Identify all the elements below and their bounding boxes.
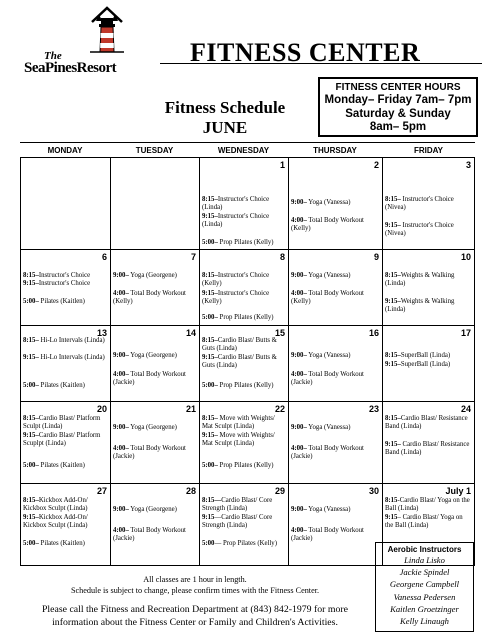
class-entry <box>385 497 472 513</box>
day-cell <box>110 326 199 401</box>
class-desc: Prop Pilates (Kelly) <box>217 314 274 321</box>
class-time: 8:15– <box>23 337 39 344</box>
day-cell <box>288 326 382 401</box>
class-entry <box>385 352 472 360</box>
class-entry <box>202 290 286 306</box>
day-cell <box>20 326 110 401</box>
class-time: 8:15– <box>385 272 401 279</box>
day-cell <box>288 250 382 325</box>
class-time: 8:15– <box>202 272 218 279</box>
day-cell <box>288 402 382 483</box>
day-number: 23 <box>368 404 379 414</box>
class-entry <box>202 337 286 353</box>
class-time: 9:15 <box>385 514 398 521</box>
class-entry <box>202 213 286 229</box>
title-rule <box>160 63 482 64</box>
class-time: 9:15– <box>385 298 401 305</box>
day-cell <box>199 326 288 401</box>
class-time: 9:00– <box>113 424 129 431</box>
class-time: 9:00– <box>291 272 307 279</box>
class-desc: Kickbox Add-On/ Kickbox Sculpt (Linda) <box>23 497 88 513</box>
class-time: 5:00– <box>23 462 39 469</box>
class-entry <box>113 290 197 306</box>
class-desc: Weights & Walking (Linda) <box>385 298 455 314</box>
day-number: 8 <box>279 252 285 262</box>
class-time: 5:00– <box>23 382 39 389</box>
class-entry <box>23 497 108 513</box>
class-entry <box>113 424 197 432</box>
day-cell <box>382 250 475 325</box>
contact-info: Please call the Fitness and Recreation Department at (843) 842-1979 for more information about the Fitness Center or Family and Children's Activities. <box>41 604 349 628</box>
class-entry <box>113 506 197 514</box>
class-entry <box>23 415 108 431</box>
weekday-header: FRIDAY <box>413 146 444 155</box>
weekday-header-row <box>20 142 475 158</box>
instructor-name: Vanessa Pedersen <box>393 591 456 602</box>
day-cell <box>20 250 110 325</box>
class-time: 9:15– <box>23 354 39 361</box>
class-time: 9:15– <box>385 441 401 448</box>
class-time: 8:15– <box>202 337 218 344</box>
class-time: 8:15– <box>23 272 39 279</box>
class-time: 9:00– <box>291 506 307 513</box>
class-time: 8:15– <box>23 415 39 422</box>
day-number: 15 <box>274 328 285 338</box>
class-time: 4:00– <box>291 371 307 378</box>
class-time: 9:15– <box>385 222 401 229</box>
class-time: 5:00– <box>202 239 218 246</box>
class-desc: Pilates (Kaitlen) <box>38 462 85 469</box>
schedule-month: JUNE <box>202 118 248 137</box>
day-number: 7 <box>190 252 196 262</box>
day-number: 17 <box>460 328 471 338</box>
class-entry <box>202 314 286 322</box>
day-number: 14 <box>185 328 196 338</box>
class-entry <box>202 272 286 288</box>
day-cell <box>110 158 199 249</box>
class-entry <box>23 462 108 470</box>
class-entry <box>202 462 286 470</box>
class-desc: Yoga (Georgene) <box>128 272 177 279</box>
aerobic-instructors-box <box>375 542 474 632</box>
class-desc: Total Body Workout (Kelly) <box>291 290 364 306</box>
day-cell <box>288 158 382 249</box>
class-entry <box>385 361 472 369</box>
class-entry <box>23 432 108 448</box>
class-desc: Weights & Walking (Linda) <box>385 272 455 288</box>
class-entry <box>23 540 108 548</box>
class-time: 9:15– <box>385 361 401 368</box>
class-entry <box>291 290 380 306</box>
class-entry <box>291 371 380 387</box>
class-entry <box>113 445 197 461</box>
class-desc: — Prop Pilates (Kelly) <box>214 540 277 547</box>
class-time: 9:00– <box>113 352 129 359</box>
weekday-header: MONDAY <box>47 146 83 155</box>
class-entry <box>113 527 197 543</box>
day-number: 20 <box>96 404 107 414</box>
class-time: 4:00– <box>291 527 307 534</box>
class-time: 8:15— <box>202 497 222 504</box>
schedule-notes <box>20 574 370 596</box>
class-desc: Prop Pilates (Kelly) <box>217 462 274 469</box>
day-number: 29 <box>274 486 285 496</box>
class-desc: Hi-Lo Intervals (Linda) <box>38 354 105 361</box>
class-time: 9:15 <box>202 514 215 521</box>
class-desc: Cardio Blast/ Resistance Band (Linda) <box>385 415 468 431</box>
class-desc: Yoga (Georgene) <box>128 352 177 359</box>
class-desc: Prop Pilates (Kelly) <box>217 382 274 389</box>
class-desc: Total Body Workout (Jackie) <box>291 445 364 461</box>
class-entry <box>23 514 108 530</box>
class-entry <box>291 424 380 432</box>
class-desc: SuperBall (Linda) <box>400 352 451 359</box>
class-desc: Instructor's Choice <box>38 280 91 287</box>
class-entry <box>113 352 197 360</box>
instructor-name: Kaitlen Groetzinger <box>390 603 459 614</box>
class-desc: – Cardio Blast/ Yoga on the Ball (Linda) <box>385 514 463 530</box>
day-cell <box>20 484 110 565</box>
class-time: 4:00– <box>291 290 307 297</box>
class-desc: Move with Weights/ Mat Sculpt (Linda) <box>202 432 275 448</box>
class-desc: Kickbox Add-On/ Kickbox Sculpt (Linda) <box>23 514 88 530</box>
day-cell <box>199 484 288 565</box>
class-entry <box>385 441 472 457</box>
class-time: 9:00– <box>113 272 129 279</box>
class-time: 5:00– <box>202 314 218 321</box>
class-entry <box>202 514 286 530</box>
class-desc: Total Body Workout (Jackie) <box>113 371 186 387</box>
class-entry <box>23 382 108 390</box>
class-time: 8:15– <box>385 352 401 359</box>
class-time: 9:00– <box>113 506 129 513</box>
day-number: 22 <box>274 404 285 414</box>
class-desc: Cardio Blast/ Butts & Guts (Linda) <box>202 354 277 370</box>
class-time: 9:15– <box>202 290 218 297</box>
weekday-header: TUESDAY <box>135 146 174 155</box>
class-time: 9:00– <box>291 199 307 206</box>
day-number: 28 <box>185 486 196 496</box>
instructor-name: Jackie Spindel <box>399 567 450 578</box>
day-cell <box>110 250 199 325</box>
day-number: 30 <box>368 486 379 496</box>
class-time: 5:00– <box>23 540 39 547</box>
class-desc: Yoga (Vanessa) <box>306 352 351 359</box>
class-desc: Instructor's Choice (Nivea) <box>385 196 454 212</box>
class-time: 5:00– <box>23 298 39 305</box>
schedule-title: Fitness Schedule <box>164 98 286 117</box>
class-length-note: All classes are 1 hour in length. <box>143 575 247 584</box>
class-desc: Yoga (Vanessa) <box>306 199 351 206</box>
class-desc: Cardio Blast/ Platform Scuplpt (Linda) <box>23 432 101 448</box>
class-time: 9:15– <box>23 432 39 439</box>
class-time: 9:15– <box>23 514 39 521</box>
class-time: 4:00– <box>291 217 307 224</box>
logo-brand-text: SeaPinesResort <box>24 60 117 76</box>
instructor-name: Kelly Linaugh <box>400 616 449 627</box>
fitness-hours-box <box>318 77 478 137</box>
class-desc: Instructor's Choice (Nivea) <box>385 222 454 238</box>
hours-line: 8am– 5pm <box>369 121 427 133</box>
class-entry <box>291 199 380 207</box>
class-time: 5:00– <box>202 382 218 389</box>
class-entry <box>202 540 286 548</box>
class-entry <box>23 298 108 306</box>
class-entry <box>23 354 108 362</box>
class-desc: Yoga (Vanessa) <box>306 506 351 513</box>
day-number: 10 <box>460 252 471 262</box>
class-entry <box>23 280 108 288</box>
day-number: 9 <box>373 252 379 262</box>
day-cell <box>110 484 199 565</box>
weekday-header: THURSDAY <box>313 146 357 155</box>
class-time: 9:15– <box>202 354 218 361</box>
class-desc: Pilates (Kaitlen) <box>38 298 85 305</box>
week-row <box>20 158 475 250</box>
class-entry <box>113 371 197 387</box>
class-desc: Yoga (Vanessa) <box>306 272 351 279</box>
class-desc: Instructor's Choice (Kelly) <box>202 290 270 306</box>
day-number: 13 <box>96 328 107 338</box>
class-entry <box>385 415 472 431</box>
class-time: 9:15– <box>23 280 39 287</box>
class-desc: Cardio Blast/ Platform Sculpt (Linda) <box>23 415 101 431</box>
class-desc: Total Body Workout (Kelly) <box>113 290 186 306</box>
class-entry <box>23 272 108 280</box>
page-title: FITNESS CENTER <box>190 38 421 67</box>
schedule-change-note: Schedule is subject to change, please confirm times with the Fitness Center. <box>70 586 320 595</box>
class-entry <box>291 272 380 280</box>
class-desc: Prop Pilates (Kelly) <box>217 239 274 246</box>
class-desc: Cardio Blast/ Resistance Band (Linda) <box>385 441 470 457</box>
day-cell <box>199 402 288 483</box>
lighthouse-icon <box>88 6 126 54</box>
class-entry <box>113 272 197 280</box>
class-time: 9:15– <box>202 432 218 439</box>
class-desc: Total Body Workout (Jackie) <box>291 527 364 543</box>
class-desc: Move with Weights/ Mat Sculpt (Linda) <box>202 415 275 431</box>
class-time: 4:00– <box>113 290 129 297</box>
class-entry <box>291 217 380 233</box>
class-desc: Total Body Workout (Kelly) <box>291 217 364 233</box>
class-time: 5:00 <box>202 540 215 547</box>
class-time: 8:15– <box>202 196 218 203</box>
class-time: 9:00– <box>291 424 307 431</box>
class-time: 9:00– <box>291 352 307 359</box>
day-cell <box>20 158 110 249</box>
class-desc: Yoga (Vanessa) <box>306 424 351 431</box>
class-time: 8:15 <box>385 497 398 504</box>
instructors-title: Aerobic Instructors <box>387 545 462 554</box>
class-time: 8:15– <box>202 415 218 422</box>
day-number: July 1 <box>445 486 471 496</box>
weekday-header: WEDNESDAY <box>217 146 270 155</box>
class-desc: Hi-Lo Intervals (Linda) <box>38 337 105 344</box>
instructor-name: Georgene Campbell <box>389 579 460 590</box>
logo-the-text: The <box>44 50 62 62</box>
week-row <box>20 250 475 326</box>
day-number: 6 <box>101 252 107 262</box>
class-entry <box>291 506 380 514</box>
class-entry <box>202 415 286 431</box>
class-time: 4:00– <box>113 371 129 378</box>
day-number: 27 <box>96 486 107 496</box>
class-desc: Instructor's Choice (Linda) <box>202 213 270 229</box>
class-desc: Instructor's Choice (Linda) <box>202 196 270 212</box>
class-desc: Pilates (Kaitlen) <box>38 540 85 547</box>
class-entry <box>385 196 472 212</box>
class-entry <box>385 298 472 314</box>
class-entry <box>202 382 286 390</box>
class-time: 8:15– <box>385 415 401 422</box>
day-number: 21 <box>185 404 196 414</box>
day-cell <box>382 326 475 401</box>
class-time: 4:00– <box>113 445 129 452</box>
class-desc: Total Body Workout (Jackie) <box>113 445 186 461</box>
class-desc: Instructor's Choice (Kelly) <box>202 272 270 288</box>
sea-pines-logo <box>18 6 160 78</box>
class-entry <box>202 497 286 513</box>
class-entry <box>202 239 286 247</box>
class-entry <box>291 527 380 543</box>
day-cell <box>382 402 475 483</box>
class-entry <box>202 432 286 448</box>
day-cell <box>382 158 475 249</box>
class-desc: Cardio Blast/ Core Strength (Linda) <box>202 497 273 513</box>
class-entry <box>385 222 472 238</box>
hours-line: Monday– Friday 7am– 7pm <box>324 94 472 106</box>
class-entry <box>23 337 108 345</box>
class-desc: -Cardio Blast/ Yoga on the Ball (Linda) <box>385 497 470 513</box>
class-time: 8:15– <box>385 196 401 203</box>
day-number: 2 <box>373 160 379 170</box>
instructor-name: Linda Lisko <box>404 555 445 565</box>
class-entry <box>291 445 380 461</box>
day-number: 24 <box>460 404 471 414</box>
day-number: 16 <box>368 328 379 338</box>
class-time: 9:15– <box>202 213 218 220</box>
class-desc: Instructor's Choice <box>38 272 91 279</box>
day-cell <box>288 484 382 565</box>
schedule-calendar <box>20 142 475 566</box>
day-cell <box>199 250 288 325</box>
hours-title: FITNESS CENTER HOURS <box>335 82 461 93</box>
class-time: 4:00– <box>291 445 307 452</box>
class-desc: Cardio Blast/ Butts & Guts (Linda) <box>202 337 277 353</box>
class-desc: Pilates (Kaitlen) <box>38 382 85 389</box>
class-desc: Total Body Workout (Jackie) <box>113 527 186 543</box>
day-cell <box>199 158 288 249</box>
class-time: 5:00– <box>202 462 218 469</box>
class-entry <box>202 196 286 212</box>
class-desc: Yoga (Georgene) <box>128 506 177 513</box>
class-time: 8:15– <box>23 497 39 504</box>
hours-line: Saturday & Sunday <box>345 107 451 120</box>
class-desc: SuperBall (Linda) <box>400 361 451 368</box>
class-entry <box>385 514 472 530</box>
week-row <box>20 326 475 402</box>
class-entry <box>202 354 286 370</box>
class-desc: Total Body Workout (Jackie) <box>291 371 364 387</box>
class-time: 4:00– <box>113 527 129 534</box>
class-desc: Yoga (Georgene) <box>128 424 177 431</box>
class-entry <box>385 272 472 288</box>
day-cell <box>110 402 199 483</box>
class-entry <box>291 352 380 360</box>
day-number: 3 <box>465 160 471 170</box>
week-row <box>20 402 475 484</box>
class-desc: —Cardio Blast/ Core Strength (Linda) <box>202 514 273 530</box>
day-number: 1 <box>279 160 285 170</box>
schedule-title-block <box>140 98 310 138</box>
day-cell <box>20 402 110 483</box>
